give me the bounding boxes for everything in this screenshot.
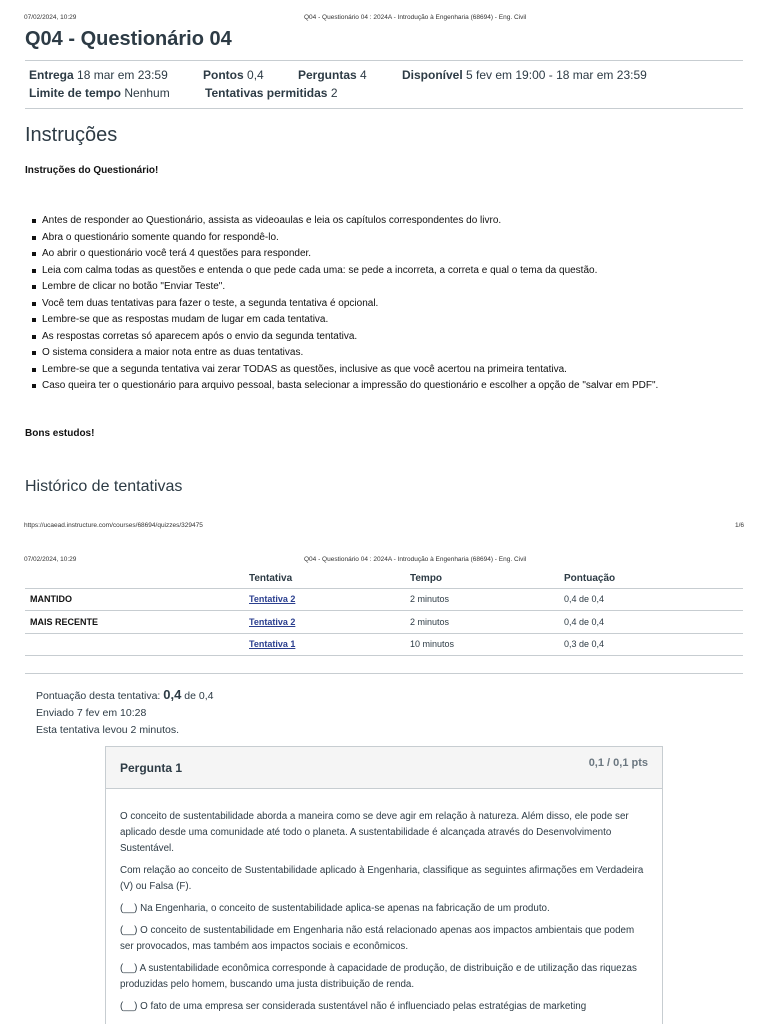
table-header: Tentativa (249, 570, 410, 588)
disponivel-label: Disponível (402, 68, 463, 82)
question-points: 0,1 / 0,1 pts (588, 756, 648, 769)
score-prefix: Pontuação desta tentativa: (36, 690, 161, 702)
question-paragraph: Com relação ao conceito de Sustentabilidade aplicado à Engenharia, classifique as seguintes afirmações em Verdadeira (V) ou Falsa (F). (120, 865, 644, 892)
tentativas-value: 2 (330, 86, 338, 100)
attempts-table (25, 570, 743, 656)
closing-text: Bons estudos! (25, 428, 95, 439)
question-paragraph: O conceito de sustentabilidade aborda a maneira como se deve agir em relação à natureza. Além disso, ele pode ser aplicado desde uma comunidade até todo o planeta. A sustentabilidade é alcançada através do Desenvolvimento Sustentável. (120, 811, 629, 854)
divider (25, 673, 743, 674)
perguntas-label: Perguntas (298, 68, 357, 82)
table-row (25, 611, 743, 634)
attempt-link[interactable]: Tentativa 2 (249, 594, 296, 605)
divider (25, 60, 743, 61)
row-score: 0,4 de 0,4 (564, 611, 743, 634)
table-header-empty (25, 570, 249, 588)
print-header (24, 14, 744, 21)
score-suffix: de 0,4 (184, 690, 214, 702)
list-item: Leia com calma todas as questões e entenda o que pede cada uma: se pede a incorreta, a correta e qual o tema da questão. (30, 263, 658, 280)
limite-value: Nenhum (124, 86, 170, 100)
row-label (25, 633, 249, 656)
list-item: Lembre-se que a segunda tentativa vai zerar TODAS as questões, inclusive as que você acertou na primeira tentativa. (30, 362, 658, 379)
table-header-row (25, 570, 743, 588)
list-item: Antes de responder ao Questionário, assista as videoaulas e leia os capítulos correspondentes do livro. (30, 213, 658, 230)
list-item: Você tem duas tentativas para fazer o teste, a segunda tentativa é opcional. (30, 296, 658, 313)
perguntas-meta (298, 68, 367, 82)
submission-info (36, 686, 213, 739)
divider (25, 108, 743, 109)
list-item: Caso queira ter o questionário para arquivo pessoal, basta selecionar a impressão do questionário e escolher a opção de "salvar em PDF". (30, 378, 658, 395)
sent-line: Enviado 7 fev em 10:28 (36, 707, 147, 719)
row-time: 2 minutos (410, 611, 564, 634)
pontos-meta (203, 68, 264, 82)
table-header: Tempo (410, 570, 564, 588)
question-card (105, 746, 663, 1024)
limite-meta (29, 86, 170, 100)
print-page-number: 1/6 (734, 522, 744, 529)
attempt-link[interactable]: Tentativa 1 (249, 639, 296, 650)
print-url: https://ucaead.instructure.com/courses/68694/quizzes/329475 (24, 522, 203, 529)
quiz-meta-row-1 (29, 68, 168, 82)
list-item: Lembre de clicar no botão "Enviar Teste". (30, 279, 658, 296)
instructions-list (30, 213, 658, 395)
list-item: As respostas corretas só aparecem após o envio da segunda tentativa. (30, 329, 658, 346)
table-header: Pontuação (564, 570, 743, 588)
question-statement: (__) Na Engenharia, o conceito de sustentabilidade aplica-se apenas na fabricação de um produto. (120, 903, 550, 914)
limite-label: Limite de tempo (29, 86, 122, 100)
instructions-subtitle: Instruções do Questionário! (25, 165, 159, 176)
question-statement: (__) O fato de uma empresa ser considerada sustentável não é influenciado pelas estratégias de marketing (120, 1001, 587, 1012)
disponivel-value: 5 fev em 19:00 - 18 mar em 23:59 (466, 68, 647, 82)
print-header (24, 556, 744, 563)
page-title: Q04 - Questionário 04 (25, 28, 232, 50)
table-row (25, 633, 743, 656)
print-footer (24, 522, 744, 529)
score-value: 0,4 (163, 687, 182, 702)
print-date: 07/02/2024, 10:29 (24, 556, 77, 563)
question-body (106, 789, 662, 1015)
question-title: Pergunta 1 (120, 760, 183, 775)
disponivel-meta (402, 68, 647, 82)
row-score: 0,4 de 0,4 (564, 588, 743, 611)
tentativas-meta (205, 86, 338, 100)
print-date: 07/02/2024, 10:29 (24, 14, 77, 21)
score-line (36, 686, 213, 705)
history-heading: Histórico de tentativas (25, 478, 183, 495)
perguntas-value: 4 (360, 68, 367, 82)
attempt-link[interactable]: Tentativa 2 (249, 616, 296, 627)
duration-line: Esta tentativa levou 2 minutos. (36, 724, 179, 736)
row-time: 10 minutos (410, 633, 564, 656)
row-score: 0,3 de 0,4 (564, 633, 743, 656)
entrega-value: 18 mar em 23:59 (77, 68, 168, 82)
question-statement: (__) O conceito de sustentabilidade em Engenharia não está relacionado apenas aos impactos ambientais que podem ser provocados, mas também aos impactos sociais e econômicos. (120, 925, 635, 952)
list-item: Ao abrir o questionário você terá 4 questões para responder. (30, 246, 658, 263)
tentativas-label: Tentativas permitidas (205, 86, 328, 100)
row-time: 2 minutos (410, 588, 564, 611)
question-header (106, 747, 662, 789)
pontos-value: 0,4 (247, 68, 264, 82)
entrega-label: Entrega (29, 68, 74, 82)
row-label: MANTIDO (25, 588, 249, 611)
instructions-heading: Instruções (25, 124, 118, 146)
table-row (25, 588, 743, 611)
row-label: MAIS RECENTE (25, 611, 249, 634)
print-page-title: Q04 - Questionário 04 : 2024A - Introdução à Engenharia (68694) - Eng. Civil (304, 14, 527, 21)
pontos-label: Pontos (203, 68, 244, 82)
list-item: O sistema considera a maior nota entre as duas tentativas. (30, 345, 658, 362)
question-statement: (__) A sustentabilidade econômica corresponde à capacidade de produção, de distribuição e de utilização das riquezas produzidas pelo homem, buscando uma justa distribuição de renda. (120, 963, 637, 990)
list-item: Lembre-se que as respostas mudam de lugar em cada tentativa. (30, 312, 658, 329)
list-item: Abra o questionário somente quando for respondê-lo. (30, 230, 658, 247)
print-page-title: Q04 - Questionário 04 : 2024A - Introdução à Engenharia (68694) - Eng. Civil (304, 556, 527, 563)
